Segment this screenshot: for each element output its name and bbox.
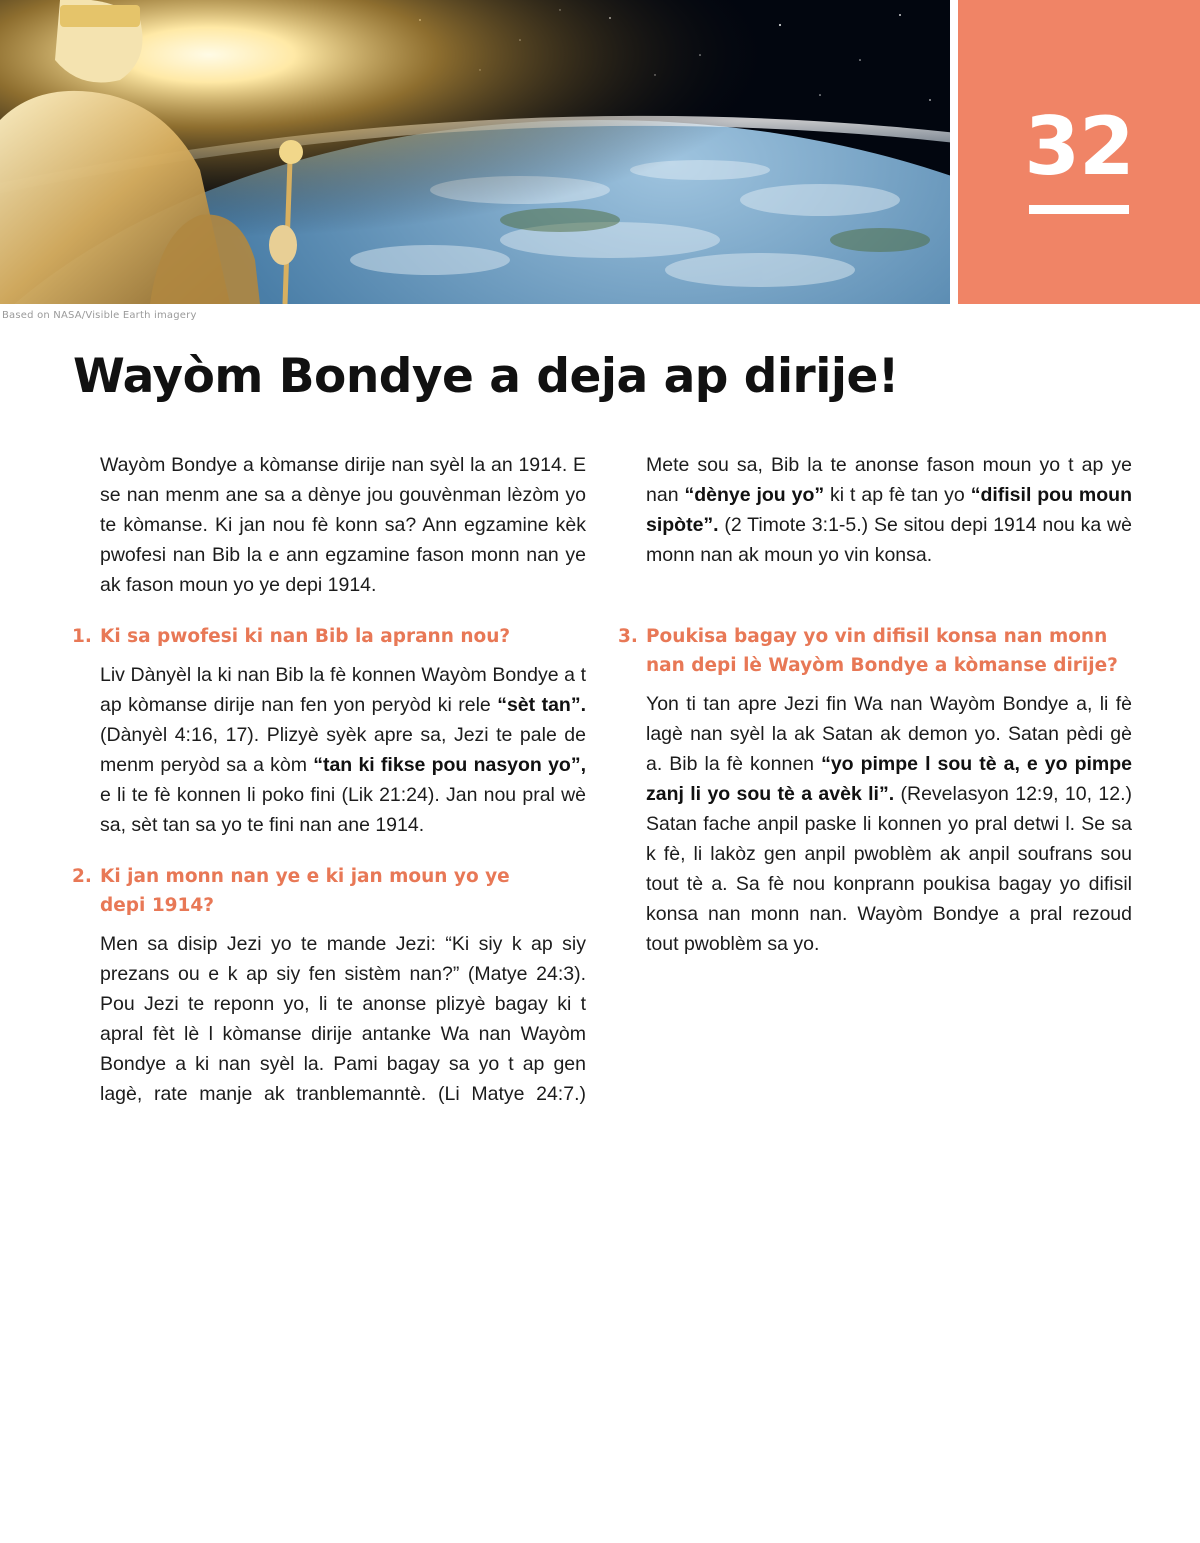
intro-paragraph: Wayòm Bondye a kòmanse dirije nan syèl la an 1914. E se nan menm ane sa a dènye jou gouvènman lèzòm yo te kòmanse. Ki jan nou fè konn sa? Ann egzamine kèk pwofesi nan Bib la e ann egzamine fason monn nan ye ak fason moun yo ye depi 1914. (100, 454, 586, 596)
answer-text: Yon ti tan apre Jezi fin Wa nan Wayòm Bondye a, li fè lagè nan syèl la ak Satan ak demon yo. Satan pèdi gè a. Bib la fè konnen (646, 693, 1132, 775)
lesson-number-box (958, 0, 1200, 304)
question-text: Ki sa pwofesi ki nan Bib la aprann nou? (100, 626, 511, 647)
answer-emphasis: “difisil pou moun sipòte”. (646, 484, 1132, 536)
lesson-number: 32 (1024, 100, 1134, 193)
left-column (72, 450, 586, 1109)
question-text-line2: nan depi lè Wayòm Bondye a kòmanse dirije? (646, 655, 1118, 676)
answer-text: Mete sou sa, Bib la te anonse fason moun yo t ap ye nan (646, 454, 1132, 506)
answer-emphasis: “tan ki fikse pou nasyon yo”, (313, 754, 586, 776)
hero-image (0, 0, 950, 304)
answer-text: ki t ap fè tan yo (824, 484, 971, 506)
question-text-line1: Poukisa bagay yo vin difisil konsa nan monn (646, 626, 1108, 647)
answer-emphasis: “sèt tan”. (497, 694, 586, 716)
answer-2-continued (646, 450, 1132, 600)
answer-text: Men sa disip Jezi yo te mande Jezi: “Ki siy k ap siy prezans ou e k ap siy fen sistèm nan?” (Matye 24:3). Pou Jezi te reponn yo, li te anonse plizyè bagay ki t apral fèt lè l kòmanse dirije antanke Wa nan Wayòm Bondye a ki nan syèl la. Pami bagay sa yo t ap gen lagè, rate manje ak tranblemanntè. (Li Matye 24:7.) (100, 933, 586, 1105)
question-text-line2: depi 1914? (100, 895, 215, 916)
lesson-number-underline (1029, 205, 1129, 214)
question-number: 2. (72, 866, 92, 887)
answer-text: (2 Timote 3:1-5.) Se sitou depi 1914 nou ka wè monn nan ak moun yo vin konsa. (646, 514, 1132, 566)
answer-3 (646, 689, 1132, 959)
question-3 (618, 622, 1132, 680)
question-2 (72, 862, 586, 920)
right-column (618, 450, 1133, 959)
page-title: Wayòm Bondye a deja ap dirije! (73, 349, 899, 404)
answer-emphasis: “dènye jou yo” (684, 484, 825, 506)
question-1 (72, 622, 586, 651)
question-text-line1: Ki jan monn nan ye e ki jan moun yo ye (100, 866, 510, 887)
answer-text: (Dànyèl 4:16, 17). Plizyè syèk apre sa, Jezi te pale de menm peryòd sa a kòm (100, 724, 586, 776)
answer-1 (100, 660, 586, 840)
image-credit: Based on NASA/Visible Earth imagery (2, 310, 197, 321)
answer-text: Liv Dànyèl la ki nan Bib la fè konnen Wayòm Bondye a t ap kòmanse dirije nan fen yon peryòd ki rele (100, 664, 586, 716)
answer-text: e li te fè konnen li poko fini (Lik 21:24). Jan nou pral wè sa, sèt tan sa yo te fini nan ane 1914. (100, 784, 586, 836)
answer-2 (100, 929, 586, 1109)
question-number: 3. (618, 626, 638, 647)
question-number: 1. (72, 626, 92, 647)
answer-text: (Revelasyon 12:9, 10, 12.) Satan fache anpil paske li konnen yo pral detwi l. Se sa k fè, li lakòz gen anpil pwoblèm ak anpil soufrans sou tout tè a. Sa fè nou konprann poukisa bagay yo difisil konsa nan monn nan. Wayòm Bondye a pral rezoud tout pwoblèm sa yo. (646, 783, 1132, 955)
king-over-earth-illustration (0, 0, 950, 304)
answer-emphasis: “yo pimpe l sou tè a, e yo pimpe zanj li yo sou tè a avèk li”. (646, 753, 1133, 805)
